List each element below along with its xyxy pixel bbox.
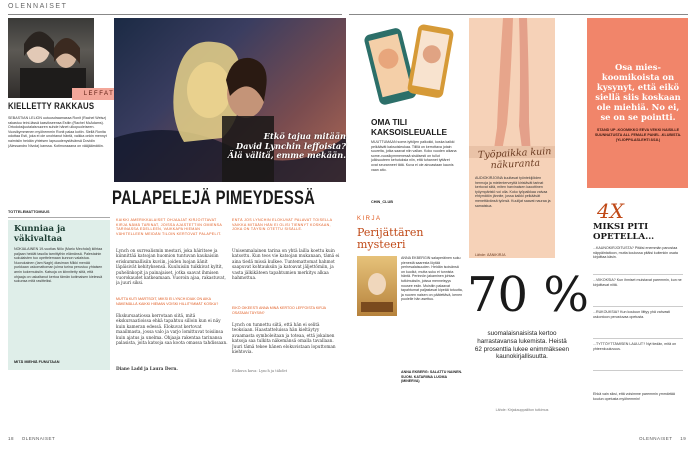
col1-subhead: MUTTA KUTI MARTSOIT, MIKSI EI LYNCH IDIAK ON AIKA NÄKEMÄLLÄ KAIKKI HIEMAN VOISKI HILLITYMMÄT KOSKA? xyxy=(116,297,219,306)
kirja-title: Perijättären mysteeri xyxy=(357,226,424,251)
percent-text: suomalaisnaisista kertoo harrastavansa lukemista. Heistä 62 prosenttia lukee enimmäkseen kaunokirjallisuutta. xyxy=(474,330,570,361)
photo-credit: Elokuva kuva: Lynch ja tähdet xyxy=(232,369,288,373)
leffat-title: KIELLETTY RAKKAUS xyxy=(8,101,95,112)
legs-icon xyxy=(469,18,555,158)
tyopaikka-title: Työpaikka kuin näkuranta xyxy=(477,146,552,172)
page-number-right: 19 xyxy=(680,436,687,441)
kirja-body: ANNA EKBERGIN salaperäinen suku pienestä saaresta löytää perhesalaisuuden. Heidän isoisänsä on kuollut, mutta suku ei tunnista häntä. Perinnön jakaminen johtaa tutkimuksiin, joissa menneisyys nousee esiin. Muistiin palaavat tapahtumat paljastavat kipeää totuutta, ja nuoren naisen on päätettävä, kenen puolelle hän asettuu. xyxy=(401,256,463,302)
header-rule xyxy=(8,14,342,15)
film-still-figures xyxy=(8,18,94,98)
page-number-left: 18 xyxy=(8,436,15,441)
kirja-tag: KIRJA xyxy=(357,216,382,222)
footer-left xyxy=(8,436,55,441)
book-cover xyxy=(357,256,397,316)
kunniaa-body: NOKIALAINEN 19-vuotias Niilo (Mario Mechdal) kiihtaa paljaan heidät tasolla tarnittyihin elämänsä. Palestainin sukulaisten tuo opettelemaan kunnon valaistua. Nuorukainen (Iam Nagh) diasiman Mikki menää purkkaan uskomattoman julma turina perustuu yhtaisen arnin kokemuksiin. Katsoja on kiinnitetty siitä, että ohjaaja on uskaltanut kertoa tämän kotimaisen kielessä sukunsa mitä rasitteiksi. xyxy=(14,247,103,284)
section-label: OLENNAISET xyxy=(8,3,68,10)
leffat-body: SEBASTIAN LELION uutuusdraamassa Ronit (Rachel Weisz) rakastuu teini-iässä kasvikseensa Estiin (Rachel McAdams). Ortodoksijuutalaisnuoren suhde hänet ulkopuoleiseen. Vuosikymmenen myöhemmin Ronit palaa kotiin. Siellä Ronita odottaa Esti, joka ei ole unohtanut häntä, vaikka onkin mennyt naimisiin heidän yhteisen lapsuudenystävänsä Dovidin (Alessandro Nivola) kanssa. Kotimoraaana on vääjäämätön. xyxy=(8,116,107,148)
article-title: PALAPELEJÄ PIMEYDESSÄ xyxy=(112,188,316,209)
percent-value: 70 % xyxy=(467,267,589,323)
miksi-footer: Ehkä vain siksi, että voisimme paremmin ymmärtää koulun opetusta myöhemmin! xyxy=(593,392,675,401)
miksi-item: ...VIIKOKSIA? Kun ihmiset muistavat paremmin, kun ne kirjoittavat niitä. xyxy=(593,278,683,307)
tyopaikka-credit: Lähde: ÄÄNIKIRJA xyxy=(475,253,506,257)
col1-body: Lynch on surrealismin mestari, joka häiritsee ja kiinnittää katsojan huomion tuntuvan kaukaisiin eriskummallisiin kuviin, joiden luojan äänit läpäisivät kehityksensä. Kuuluisiin tuikkivat kyltit, puhelinkopit ja painajaiset, jotka saavat ihmisen vuorokaudet katkeamaan. Vuoroin ajaa, rakastuvat, ja juuri siksi. xyxy=(116,248,226,286)
kunniaa-footer: MITÄ MIEHIÄ FUNUTAAN xyxy=(14,360,60,364)
phone-illustration xyxy=(353,18,461,120)
kirja-footer: ANNA EKBERG: SALATTU NAINEN. SUOM. KATARIINA LUOMA (MINERVA) xyxy=(401,370,463,384)
col2-body: Unisenmalainen tarina on yhtä lailla koettu kuin katsottu. Kun teos vie katsojan mukanaan, tämä ei aina tiedä missä kulkee. Tuntemattomat hahmot saapuvat kohtauksiin ja katoavat jäljettömiin, ja vasta jälkikäteen tapahtumien merkitys alkaa hahmottua. xyxy=(232,248,340,281)
film-still-photo xyxy=(8,18,94,98)
tyopaikka-body: AUDIOKIRJOINA kuultavat työntekijöiden hermoja ja mielenterveyttä kiristävät tarinat kertovat siitä, miten harvinaisen kaoottinen työympäristö voi olla. Koko työpaikkaa vaivaa ehtymätön jännite, jossa kaikki pelkäävät menettävänsä työnsä. Kuulijat saavat nauraa ja samaistua. xyxy=(475,176,551,208)
miksi-item: ...TYTTÖYTTÄMISEN LAULUT? Nyt tiedän, mitä on yhteenkuuluvuus. xyxy=(593,342,683,371)
leffat-tag: LEFFAT xyxy=(72,88,126,100)
leffat-footer: TOTTELEMATTOMUUS xyxy=(8,210,50,214)
oma-tili-body: MUUTTUMAAN some-tyttöjen palkokki, koska kaikki pelkäävät kaksoisleukaa. Tilillä on kerrottava jotain suureita, jotka saavat niin vallan. Koko vuoden aikana some-vuosikymmenessä sisäisesti on tullut julkisuuteen kehutuksia niin, että tuhannet tyttäret ovat seuranneet tätä. Kuva ei ole ainoastaan kaunis vaan aito. xyxy=(371,140,457,172)
column-divider xyxy=(8,217,110,218)
footer-right xyxy=(639,436,686,441)
footer-label-right: OLENNAISET xyxy=(639,436,673,441)
oma-tili-title: OMA TILI KAKSOISLEUALLE xyxy=(371,117,448,137)
col2b-body: Lynch on tunnettu siitä, että hän ei selitä teoksiaan. Haastatteluissa hän kieltäytyy avaamasta symboleitaan ja toteaa, että jokainen katsoja saa tulkita näkemänsä omalla tavallaan. Juuri tämä tekee hänen elokuvistaan loputtoman kiehtovia. xyxy=(232,322,336,355)
miksi-big: 4X xyxy=(597,199,624,223)
col1b-body: Ekskursaatiossa kerrotaan siitä, mitä ekskursaatioissa ehkä tapahtuu silloin kun ei näy kuin kameran edessä. Elokuvat kertovat maailmasta, jossa valo ja varjo lomittuvat toisiinsa kuin ajatus ja unelma. Ohjaaja rakentaa tarinansa palasista, joita katsoja saa koota omassa tahdissaan. xyxy=(116,313,228,346)
photo-deck xyxy=(222,132,346,161)
intro-left: KAIKKI AMERIKKALAISET OHJAAJAT KIRJOITTAVAT KIRJA NÄMÄ TARINAT, JOISSA AJASTETTIIN OMIENSA TARINASSA EDELLEEN, VAIKKAPA HIEMAN VÄHITELLEEN MEIDÄN TILOIN KERTOVAT PALAPELIT. xyxy=(116,218,222,236)
header-rule-right xyxy=(349,14,688,15)
percent-credit: Lähde: Kirjakauppaliiton tutkimus xyxy=(495,408,549,412)
quote-credit: STAND UP -KOOMIKKO EEVA VEKKI NAISILLE SUUNNATUSTA ALL FEMALE PANEL -KLUBISTA. (YLIOPPILASLEHTI 8/18.) xyxy=(594,128,682,142)
deck-line-2: David Lynchin leffoista? xyxy=(235,140,346,151)
phones-icon xyxy=(353,18,461,120)
col2-subhead: EIKÖ OIKEESTI ANNA MINÄ KERTOO LEFFOISTA KIRJA OSATAAN TÄYSIN? xyxy=(232,306,326,315)
col1-credit: Diane Ladd ja Laura Dern. xyxy=(116,366,178,371)
book-cover-art xyxy=(357,256,397,316)
deck-line-1: Etkö tajua mitään xyxy=(263,131,346,141)
deck-line-3: Älä välitä, emme mekään. xyxy=(227,150,346,161)
miksi-title: MIKSI PITI OPETELLA... xyxy=(593,222,655,242)
footer-label-left: OLENNAISET xyxy=(21,436,56,441)
right-page xyxy=(349,0,696,450)
quote-text: Osa mies-koomikoista on kysynyt, että eikö siellä siis koskaan ole miehiä. No ei, se on se pointti. xyxy=(595,62,681,122)
oma-tili-footer: CHIN_CLUB xyxy=(371,200,393,204)
intro-right: ENTÄ JOS LYNCHIN ELOKUVAT PALAVAT TOISELLA VAIKKA MITÄÄN HÄN EI OLISI TIENNYT KOSKAAN, JOKA ON TÄYSIN OTETTU SISÄLLE. xyxy=(232,218,333,232)
left-page xyxy=(0,0,347,450)
miksi-list xyxy=(593,246,683,374)
miksi-item: ...KAUNOKIRJOITUSTA? Pitäisi enemmän panostaa näppäintaitoon, mutta koulussa pitäisi kuitenkin osata kirjoittaa käsin. xyxy=(593,246,683,275)
miksi-item: ...RUKOUKSIA? Kun kouluun liittyy yhä vahvasti uskontoon perustuvaa opetusta. xyxy=(593,310,683,339)
kunniaa-title: Kunniaa ja väkivaltaa xyxy=(14,224,66,244)
